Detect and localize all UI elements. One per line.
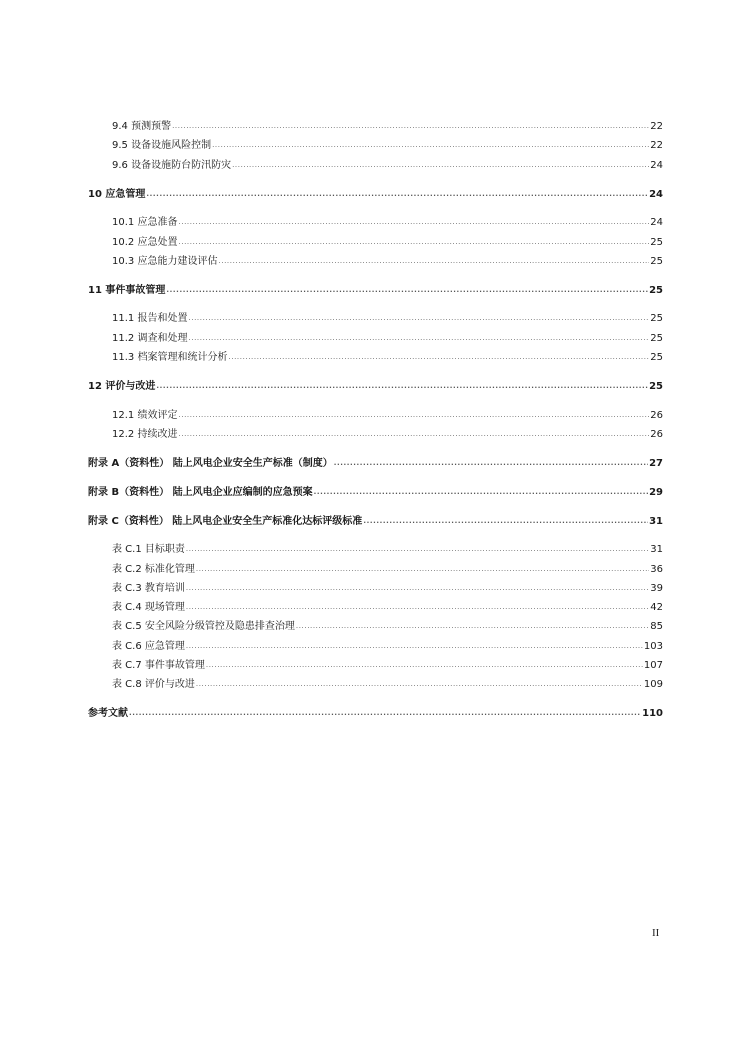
toc-entry-title: 10 应急管理 xyxy=(88,189,146,200)
toc-dot-leader xyxy=(178,408,649,423)
toc-entry-page: 31 xyxy=(650,544,663,555)
toc-dot-leader xyxy=(178,215,649,230)
toc-entry[interactable] xyxy=(112,215,663,230)
toc-entry[interactable] xyxy=(112,581,663,596)
toc-entry-title: 9.5 设备设施风险控制 xyxy=(112,140,212,151)
toc-dot-leader xyxy=(196,677,643,692)
toc-entry-page: 26 xyxy=(650,429,663,440)
toc-dot-leader xyxy=(314,485,648,500)
toc-dot-leader xyxy=(156,379,648,394)
toc-entry-title: 10.3 应急能力建设评估 xyxy=(112,256,218,267)
toc-entry-title: 12.1 绩效评定 xyxy=(112,410,178,421)
toc-dot-leader xyxy=(186,542,649,557)
toc-entry-page: 25 xyxy=(650,313,663,324)
toc-entry-page: 29 xyxy=(649,487,663,498)
toc-entry[interactable] xyxy=(112,562,663,577)
toc-entry-title: 表 C.1 目标职责 xyxy=(112,544,185,555)
toc-entry-title: 附录 A（资料性） 陆上风电企业安全生产标准（制度） xyxy=(88,458,333,469)
toc-entry-page: 25 xyxy=(650,333,663,344)
toc-dot-leader xyxy=(363,514,648,529)
toc-entry-page: 22 xyxy=(650,140,663,151)
toc-entry-title: 附录 C（资料性） 陆上风电企业安全生产标准化达标评级标准 xyxy=(88,516,363,527)
toc-dot-leader xyxy=(232,158,649,173)
toc-entry-title: 11 事件事故管理 xyxy=(88,285,166,296)
toc-dot-leader xyxy=(166,283,648,298)
toc-entry[interactable] xyxy=(112,138,663,153)
toc-dot-leader xyxy=(196,562,649,577)
toc-entry-title: 12 评价与改进 xyxy=(88,381,156,392)
toc-entry-title: 参考文献 xyxy=(88,708,128,719)
toc-entry-page: 25 xyxy=(649,285,663,296)
toc-entry-page: 27 xyxy=(649,458,663,469)
toc-entry-page: 24 xyxy=(650,217,663,228)
toc-entry[interactable] xyxy=(112,350,663,365)
toc-entry-title: 表 C.6 应急管理 xyxy=(112,641,185,652)
toc-entry-title: 11.3 档案管理和统计分析 xyxy=(112,352,228,363)
toc-dot-leader xyxy=(186,639,643,654)
toc-dot-leader xyxy=(172,119,649,134)
toc-entry[interactable] xyxy=(112,235,663,250)
toc-entry-title: 表 C.7 事件事故管理 xyxy=(112,660,205,671)
toc-entry-page: 22 xyxy=(650,121,663,132)
toc-entry-page: 107 xyxy=(643,660,663,671)
toc-entry[interactable] xyxy=(112,639,663,654)
toc-entry-title: 表 C.2 标准化管理 xyxy=(112,564,195,575)
toc-entry-title: 附录 B（资料性） 陆上风电企业应编制的应急预案 xyxy=(88,487,313,498)
toc-entry-title: 11.1 报告和处置 xyxy=(112,313,188,324)
toc-dot-leader xyxy=(186,581,649,596)
toc-entry-title: 表 C.8 评价与改进 xyxy=(112,679,195,690)
toc-entry-title: 10.1 应急准备 xyxy=(112,217,178,228)
toc-entry[interactable] xyxy=(88,706,663,721)
toc-entry[interactable] xyxy=(112,254,663,269)
toc-entry[interactable] xyxy=(112,677,663,692)
toc-entry-title: 表 C.4 现场管理 xyxy=(112,602,185,613)
toc-dot-leader xyxy=(212,138,649,153)
toc-entry[interactable] xyxy=(88,379,663,394)
toc-entry-page: 25 xyxy=(650,237,663,248)
toc-entry-title: 表 C.3 教育培训 xyxy=(112,583,185,594)
toc-dot-leader xyxy=(218,254,649,269)
toc-dot-leader xyxy=(146,187,648,202)
toc-entry-page: 36 xyxy=(650,564,663,575)
toc-entry-title: 12.2 持续改进 xyxy=(112,429,178,440)
toc-entry-page: 103 xyxy=(643,641,663,652)
page-number: II xyxy=(652,927,660,939)
toc-dot-leader xyxy=(228,350,649,365)
toc-entry-page: 24 xyxy=(649,189,663,200)
toc-dot-leader xyxy=(188,331,649,346)
toc-entry-page: 24 xyxy=(650,160,663,171)
toc-entry-page: 110 xyxy=(642,708,663,719)
toc-dot-leader xyxy=(186,600,649,615)
toc-entry[interactable] xyxy=(112,119,663,134)
toc-dot-leader xyxy=(129,706,641,721)
toc-entry[interactable] xyxy=(112,427,663,442)
toc-entry[interactable] xyxy=(112,158,663,173)
toc-entry-title: 9.4 预测预警 xyxy=(112,121,172,132)
toc-entry-page: 42 xyxy=(650,602,663,613)
toc-entry[interactable] xyxy=(88,514,663,529)
toc-dot-leader xyxy=(188,311,649,326)
toc-entry[interactable] xyxy=(112,408,663,423)
toc-dot-leader xyxy=(178,427,649,442)
toc-entry-page: 25 xyxy=(649,381,663,392)
toc-dot-leader xyxy=(334,456,648,471)
toc-entry-page: 25 xyxy=(650,256,663,267)
toc-entry-title: 表 C.5 安全风险分级管控及隐患排查治理 xyxy=(112,621,295,632)
toc-entry[interactable] xyxy=(112,542,663,557)
toc-entry-page: 26 xyxy=(650,410,663,421)
toc-entry[interactable] xyxy=(112,658,663,673)
toc-entry-title: 11.2 调查和处理 xyxy=(112,333,188,344)
toc-entry[interactable] xyxy=(88,187,663,202)
toc-entry-page: 25 xyxy=(650,352,663,363)
toc-entry[interactable] xyxy=(88,456,663,471)
toc-entry[interactable] xyxy=(112,331,663,346)
toc-entry-page: 85 xyxy=(650,621,663,632)
toc-entry[interactable] xyxy=(112,600,663,615)
toc-dot-leader xyxy=(206,658,643,673)
toc-entry-title: 9.6 设备设施防台防汛防灾 xyxy=(112,160,232,171)
toc-entry-page: 39 xyxy=(650,583,663,594)
toc-entry[interactable] xyxy=(88,485,663,500)
toc-dot-leader xyxy=(296,619,649,634)
toc-entry[interactable] xyxy=(112,619,663,634)
toc-entry[interactable] xyxy=(88,283,663,298)
toc-entry-page: 31 xyxy=(649,516,663,527)
toc-dot-leader xyxy=(178,235,649,250)
toc-entry[interactable] xyxy=(112,311,663,326)
toc-entry-page: 109 xyxy=(643,679,663,690)
toc-entry-title: 10.2 应急处置 xyxy=(112,237,178,248)
